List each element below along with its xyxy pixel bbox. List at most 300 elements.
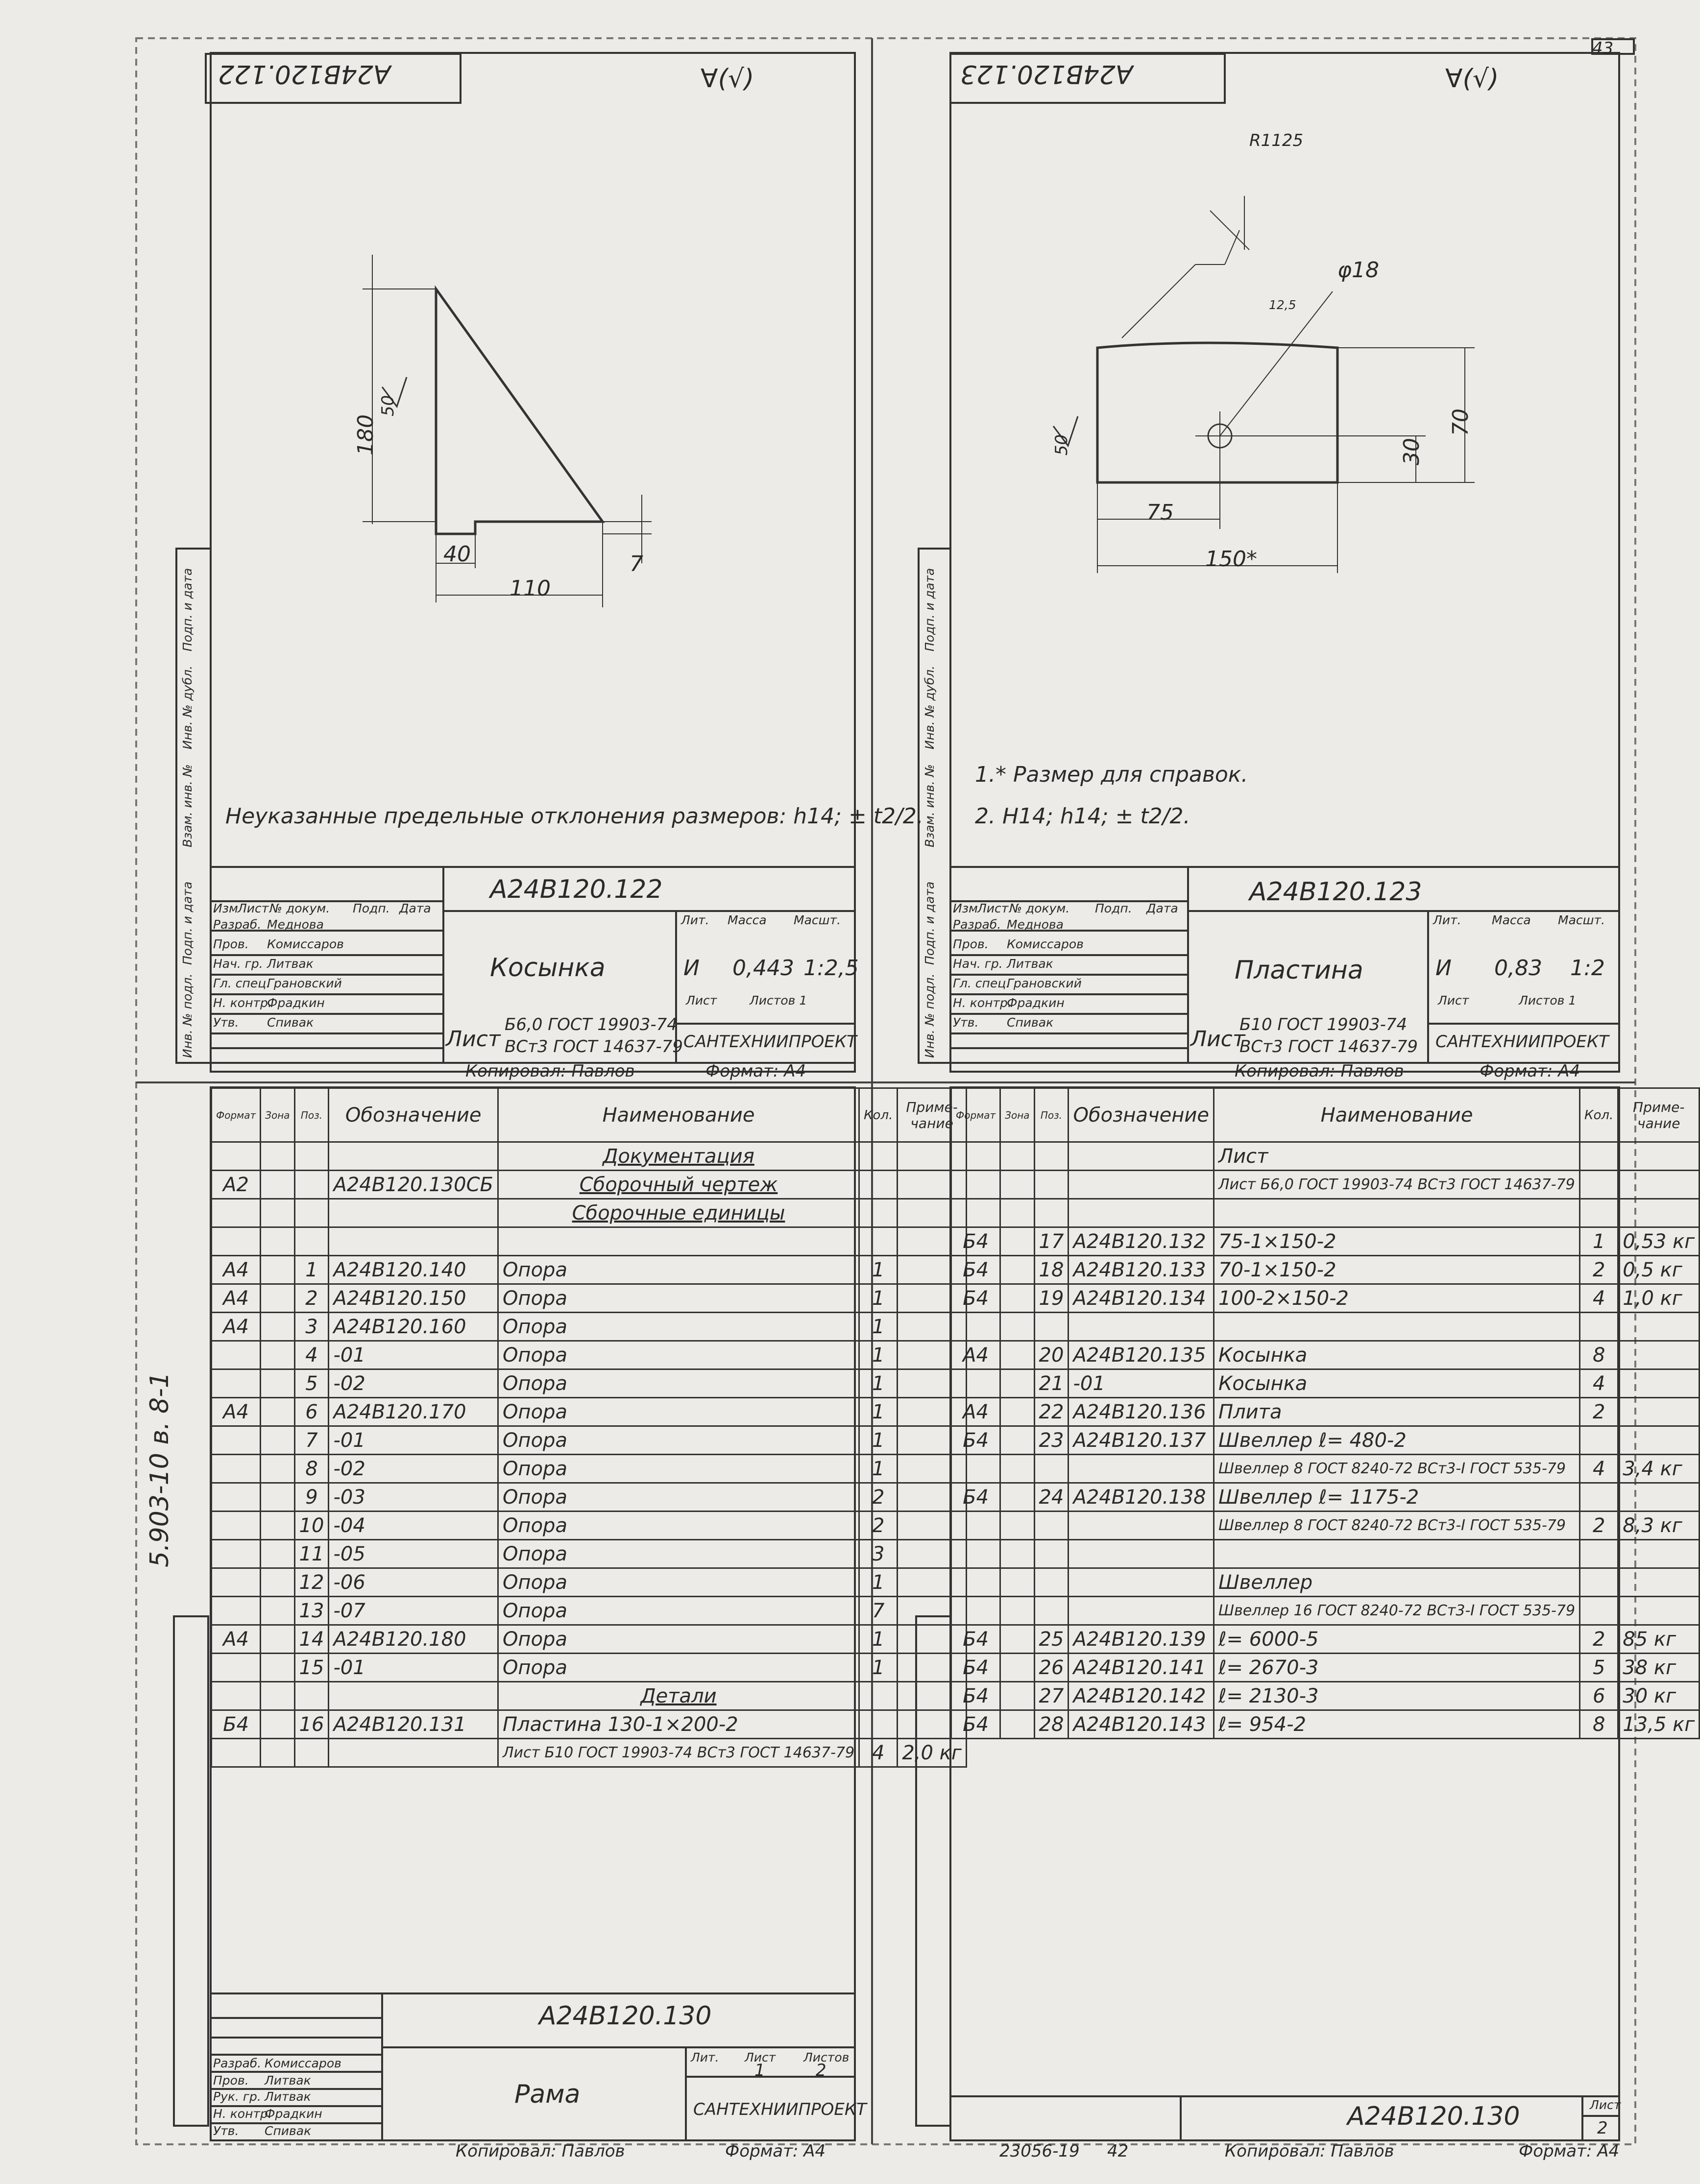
dim-40: 40	[443, 542, 471, 567]
tl-hdr-scale: Масшт.	[794, 913, 841, 927]
spec-cell-name: Опора	[498, 1398, 859, 1426]
spec-cell-zone	[1000, 1142, 1034, 1171]
top-right-material-1: Б10 ГОСТ 19903-74	[1239, 1015, 1408, 1034]
spec-cell-designation	[1069, 1540, 1214, 1568]
spec-row	[951, 1227, 1700, 1256]
tl-role-2: Нач. гр.	[213, 957, 263, 971]
spec-cell-name: Косынка	[1214, 1341, 1580, 1369]
spec-cell-pos: 3	[294, 1313, 329, 1341]
spec-row	[212, 1455, 967, 1483]
top-right-note-1: 1.* Размер для справок.	[975, 762, 1248, 787]
tr-name-1: Комиссаров	[1007, 937, 1084, 951]
spec-cell-qty: 1	[859, 1341, 898, 1369]
spec-cell-name	[1214, 1199, 1580, 1227]
spec-row	[951, 1171, 1700, 1199]
spec-cell-designation: А24В120.136	[1069, 1398, 1214, 1426]
spec-cell-designation: -03	[329, 1483, 498, 1512]
spec-cell-format	[951, 1313, 1000, 1341]
spec-cell-pos: 27	[1034, 1682, 1069, 1710]
tl-hdr-lit: Лит.	[681, 913, 709, 927]
spec-cell-pos	[294, 1142, 329, 1171]
spec-right-h-format: Формат	[951, 1088, 1000, 1142]
spec-cell-designation: А24В120.131	[329, 1710, 498, 1739]
spec-cell-designation	[1069, 1199, 1214, 1227]
spec-cell-designation: А24В120.142	[1069, 1682, 1214, 1710]
tl-name-1: Комиссаров	[267, 937, 344, 951]
spec-cell-qty	[859, 1710, 898, 1739]
spec-cell-zone	[261, 1142, 294, 1171]
spec-cell-pos: 24	[1034, 1483, 1069, 1512]
spec-cell-zone	[261, 1540, 294, 1568]
spec-cell-pos: 10	[294, 1512, 329, 1540]
spec-row	[212, 1597, 967, 1625]
spec-cell-designation: А24В120.140	[329, 1256, 498, 1284]
tl-side-2: Взам. инв. №	[180, 764, 194, 847]
spec-cell-name: Опора	[498, 1654, 859, 1682]
spec-cell-name: Опора	[498, 1512, 859, 1540]
spec-cell-zone	[261, 1455, 294, 1483]
spec-cell-note: 38 кг	[1618, 1654, 1700, 1682]
spec-cell-qty	[859, 1171, 898, 1199]
spec-right-format: Формат: А4	[1519, 2141, 1620, 2161]
spec-cell-format	[212, 1455, 261, 1483]
spec-cell-name: ℓ= 2670-3	[1214, 1654, 1580, 1682]
tl-name-4: Фрадкин	[267, 996, 325, 1010]
spec-left-h-pos: Поз.	[294, 1088, 329, 1142]
spec-cell-pos	[1034, 1512, 1069, 1540]
spec-cell-designation: А24В120.170	[329, 1398, 498, 1426]
spec-row	[951, 1199, 1700, 1227]
top-left-sheets-lbl: Листов 1	[750, 993, 807, 1008]
page-corner-number: 43	[1592, 39, 1614, 58]
spec-cell-note: 3,4 кг	[1618, 1455, 1700, 1483]
page-number: 42	[1107, 2141, 1129, 2161]
spec-cell-designation: А24В120.134	[1069, 1284, 1214, 1313]
spec-cell-designation: А24В120.130СБ	[329, 1171, 498, 1199]
spec-cell-zone	[261, 1313, 294, 1341]
top-right-roughness: ∀(√)	[1445, 64, 1499, 94]
spec-cell-name: Документация	[498, 1142, 859, 1171]
spec-row	[212, 1426, 967, 1455]
spec-cell-format	[212, 1540, 261, 1568]
spec-cell-pos: 11	[294, 1540, 329, 1568]
spec-cell-qty: 2	[1580, 1398, 1618, 1426]
roughness-50-left: 50	[378, 395, 398, 416]
tl-role-1: Пров.	[213, 937, 249, 951]
sl-role-2: Рук. гр.	[213, 2089, 261, 2104]
spec-cell-qty	[1580, 1540, 1618, 1568]
sl-role-0: Разраб.	[213, 2056, 262, 2070]
spec-cell-format	[212, 1199, 261, 1227]
spec-cell-pos	[1034, 1142, 1069, 1171]
spec-cell-name: 70-1×150-2	[1214, 1256, 1580, 1284]
spec-row	[212, 1710, 967, 1739]
spec-cell-qty: 1	[859, 1455, 898, 1483]
spec-cell-format: Б4	[951, 1227, 1000, 1256]
spec-cell-qty: 1	[859, 1426, 898, 1455]
spec-cell-note: 8,3 кг	[1618, 1512, 1700, 1540]
spec-cell-qty	[1580, 1426, 1618, 1455]
dim-phi18: φ18	[1337, 258, 1380, 283]
spec-left-h-qty: Кол.	[859, 1088, 898, 1142]
spec-cell-designation	[329, 1227, 498, 1256]
top-left-roughness: ∀(√)	[701, 64, 754, 94]
spec-cell-name: ℓ= 6000-5	[1214, 1625, 1580, 1654]
spec-row	[212, 1512, 967, 1540]
spec-cell-qty	[1580, 1171, 1618, 1199]
tl-side-3: Инв. № дубл.	[180, 665, 194, 749]
spec-cell-format	[212, 1227, 261, 1256]
dim-70: 70	[1448, 408, 1473, 436]
spec-cell-designation: А24В120.150	[329, 1284, 498, 1313]
spec-cell-name: Пластина 130-1×200-2	[498, 1710, 859, 1739]
spec-cell-name: Лист Б6,0 ГОСТ 19903-74 ВСт3 ГОСТ 14637-79	[1214, 1171, 1580, 1199]
spec-cell-zone	[261, 1654, 294, 1682]
spec-cell-format: А4	[951, 1398, 1000, 1426]
spec-cell-pos	[1034, 1568, 1069, 1597]
spec-cell-name: Опора	[498, 1256, 859, 1284]
spec-cell-name: Швеллер 8 ГОСТ 8240-72 ВСт3-I ГОСТ 535-79	[1214, 1455, 1580, 1483]
spec-cell-qty	[1580, 1597, 1618, 1625]
spec-cell-qty: 8	[1580, 1710, 1618, 1739]
tl-side-0: Инв. № подл.	[180, 973, 194, 1058]
tr-side-3: Инв. № дубл.	[923, 665, 937, 749]
spec-cell-qty	[859, 1682, 898, 1710]
spec-cell-name: 100-2×150-2	[1214, 1284, 1580, 1313]
spec-cell-designation	[1069, 1597, 1214, 1625]
spec-left-h-zone: Зона	[261, 1088, 294, 1142]
spec-cell-note	[1618, 1483, 1700, 1512]
spec-cell-zone	[1000, 1426, 1034, 1455]
spec-row	[212, 1369, 967, 1398]
spec-cell-designation: -01	[329, 1426, 498, 1455]
spec-row	[951, 1512, 1700, 1540]
spec-cell-pos	[1034, 1199, 1069, 1227]
spec-cell-qty: 4	[1580, 1455, 1618, 1483]
spec-row	[951, 1540, 1700, 1568]
spec-cell-designation: А24В120.139	[1069, 1625, 1214, 1654]
spec-cell-zone	[261, 1227, 294, 1256]
spec-cell-name: Опора	[498, 1568, 859, 1597]
sl-name-2: Литвак	[265, 2089, 311, 2104]
spec-cell-note	[1618, 1142, 1700, 1171]
spec-row	[212, 1313, 967, 1341]
spec-cell-designation: -02	[329, 1455, 498, 1483]
spec-cell-qty: 1	[859, 1256, 898, 1284]
spec-cell-designation: А24В120.180	[329, 1625, 498, 1654]
tr-hdr-list: Лист	[977, 901, 1009, 915]
spec-cell-zone	[1000, 1625, 1034, 1654]
top-right-org: САНТЕХНИИПРОЕКТ	[1435, 1032, 1609, 1052]
spec-row	[951, 1710, 1700, 1739]
spec-cell-pos: 25	[1034, 1625, 1069, 1654]
top-left-material-2: ВСт3 ГОСТ 14637-79	[505, 1037, 683, 1056]
spec-cell-note	[1618, 1369, 1700, 1398]
top-right-lit: И	[1435, 956, 1452, 981]
spec-cell-zone	[261, 1625, 294, 1654]
spec-row	[212, 1341, 967, 1369]
spec-cell-zone	[1000, 1256, 1034, 1284]
spec-cell-note	[1618, 1341, 1700, 1369]
spec-row	[951, 1142, 1700, 1171]
spec-cell-pos	[1034, 1313, 1069, 1341]
spec-cell-name: Швеллер 8 ГОСТ 8240-72 ВСт3-I ГОСТ 535-79	[1214, 1512, 1580, 1540]
spec-cell-qty: 1	[859, 1398, 898, 1426]
top-left-name: Косынка	[490, 953, 606, 983]
spec-cell-format	[212, 1739, 261, 1767]
spec-cell-pos: 22	[1034, 1398, 1069, 1426]
spec-cell-designation: А24В120.143	[1069, 1710, 1214, 1739]
spec-cell-format	[951, 1369, 1000, 1398]
spec-left-h-note: Приме-чание	[898, 1088, 967, 1142]
spec-cell-zone	[1000, 1710, 1034, 1739]
spec-cell-qty: 6	[1580, 1682, 1618, 1710]
spec-row	[951, 1426, 1700, 1455]
spec-cell-pos: 16	[294, 1710, 329, 1739]
spec-left-sheets-lbl: Листов	[803, 2050, 850, 2064]
spec-cell-qty	[859, 1142, 898, 1171]
spec-cell-format	[951, 1540, 1000, 1568]
spec-cell-pos: 26	[1034, 1654, 1069, 1682]
spec-cell-qty: 1	[859, 1284, 898, 1313]
spec-cell-zone	[261, 1426, 294, 1455]
top-left-org: САНТЕХНИИПРОЕКТ	[683, 1032, 857, 1052]
spec-cell-qty: 8	[1580, 1341, 1618, 1369]
spec-cell-designation: А24В120.160	[329, 1313, 498, 1341]
tr-side-2: Взам. инв. №	[923, 764, 937, 847]
spec-cell-format: Б4	[212, 1710, 261, 1739]
spec-right-h-qty: Кол.	[1580, 1088, 1618, 1142]
spec-cell-name: Опора	[498, 1540, 859, 1568]
spec-cell-pos: 7	[294, 1426, 329, 1455]
tr-hdr-ndoc: № докум.	[1009, 901, 1070, 915]
spec-cell-note	[1618, 1426, 1700, 1455]
dim-12-5: 12,5	[1269, 298, 1296, 312]
top-right-sheets-lbl: Листов 1	[1519, 993, 1577, 1008]
spec-cell-format: А2	[212, 1171, 261, 1199]
spec-row	[212, 1739, 967, 1767]
spec-cell-note: 0,5 кг	[1618, 1256, 1700, 1284]
tl-side-4: Подп. и дата	[180, 568, 194, 651]
spec-cell-note: 0,53 кг	[1618, 1227, 1700, 1256]
spec-cell-qty: 4	[1580, 1284, 1618, 1313]
spec-cell-name: Опора	[498, 1426, 859, 1455]
spec-cell-name: Плита	[1214, 1398, 1580, 1426]
spec-cell-format: Б4	[951, 1483, 1000, 1512]
spec-cell-zone	[261, 1171, 294, 1199]
tl-name-0: Меднова	[267, 917, 324, 932]
spec-cell-designation: А24В120.137	[1069, 1426, 1214, 1455]
dim-150: 150*	[1205, 547, 1257, 572]
spec-cell-format: Б4	[951, 1426, 1000, 1455]
spec-cell-qty: 4	[859, 1739, 898, 1767]
spec-row	[212, 1483, 967, 1512]
spec-cell-qty	[1580, 1568, 1618, 1597]
spec-cell-note: 13,5 кг	[1618, 1710, 1700, 1739]
spec-cell-pos	[294, 1739, 329, 1767]
spec-row	[212, 1171, 967, 1199]
spec-cell-name: Опора	[498, 1455, 859, 1483]
spec-cell-qty	[1580, 1142, 1618, 1171]
spec-cell-name: Лист	[1214, 1142, 1580, 1171]
roughness-50-right: 50	[1052, 434, 1071, 456]
tr-hdr-lit: Лит.	[1433, 913, 1461, 927]
spec-row	[951, 1568, 1700, 1597]
spec-row	[951, 1313, 1700, 1341]
dim-30: 30	[1399, 438, 1424, 465]
tl-hdr-data: Дата	[399, 901, 431, 915]
spec-cell-format	[212, 1654, 261, 1682]
spec-cell-zone	[261, 1341, 294, 1369]
spec-cell-designation: А24В120.132	[1069, 1227, 1214, 1256]
spec-cell-zone	[261, 1710, 294, 1739]
tr-hdr-izm: Изм	[953, 901, 978, 915]
spec-right-copied: Копировал: Павлов	[1225, 2141, 1394, 2161]
top-right-note-2: 2. Н14; h14; ± t2/2.	[975, 804, 1190, 829]
top-left-mass: 0,443	[732, 956, 794, 981]
tr-side-4: Подп. и дата	[923, 568, 937, 651]
spec-cell-note: 30 кг	[1618, 1682, 1700, 1710]
spec-cell-pos	[294, 1199, 329, 1227]
spec-cell-pos: 23	[1034, 1426, 1069, 1455]
spec-cell-qty: 2	[1580, 1256, 1618, 1284]
top-left-code-flipped: А24В120.122	[218, 59, 391, 89]
spec-cell-designation	[1069, 1512, 1214, 1540]
spec-cell-format	[212, 1426, 261, 1455]
spec-row	[951, 1625, 1700, 1654]
spec-cell-zone	[1000, 1568, 1034, 1597]
spec-cell-format: А4	[212, 1313, 261, 1341]
dim-r1125: R1125	[1249, 131, 1304, 150]
sl-name-1: Литвак	[265, 2073, 311, 2088]
spec-left-copied: Копировал: Павлов	[456, 2141, 625, 2161]
spec-cell-zone	[1000, 1455, 1034, 1483]
spec-cell-name	[1214, 1540, 1580, 1568]
spec-cell-pos	[1034, 1597, 1069, 1625]
top-right-name: Пластина	[1235, 956, 1363, 985]
top-left-scale: 1:2,5	[803, 956, 859, 981]
spec-cell-designation	[329, 1199, 498, 1227]
spec-cell-format: А4	[212, 1256, 261, 1284]
spec-right-h-name: Наименование	[1214, 1088, 1580, 1142]
top-right-mass: 0,83	[1494, 956, 1542, 981]
spec-cell-format: А4	[212, 1398, 261, 1426]
tl-name-5: Спивак	[267, 1015, 314, 1030]
top-left-material-prefix: Лист	[446, 1027, 501, 1052]
spec-row	[212, 1142, 967, 1171]
spec-row	[951, 1256, 1700, 1284]
spec-row	[951, 1369, 1700, 1398]
order-number: 23056-19	[999, 2141, 1080, 2161]
top-left-note: Неуказанные предельные отклонения размеров: h14; ± t2/2.	[225, 804, 923, 829]
tr-name-3: Грановский	[1007, 976, 1082, 990]
spec-cell-note	[1618, 1313, 1700, 1341]
spec-row	[212, 1256, 967, 1284]
sl-role-4: Утв.	[213, 2124, 239, 2138]
spec-row	[212, 1625, 967, 1654]
sl-name-0: Комиссаров	[265, 2056, 341, 2070]
spec-cell-format	[212, 1512, 261, 1540]
spec-cell-format: Б4	[951, 1682, 1000, 1710]
spec-cell-pos: 20	[1034, 1341, 1069, 1369]
tr-name-2: Литвак	[1007, 957, 1053, 971]
spec-cell-qty: 5	[1580, 1654, 1618, 1682]
top-right-code-flipped: А24В120.123	[960, 59, 1133, 89]
spec-cell-zone	[1000, 1284, 1034, 1313]
tr-role-1: Пров.	[953, 937, 989, 951]
spec-cell-format: А4	[212, 1284, 261, 1313]
tl-hdr-ndoc: № докум.	[269, 901, 330, 915]
spec-cell-name: Опора	[498, 1313, 859, 1341]
spec-left-designation: А24В120.130	[539, 2001, 712, 2031]
spec-row	[951, 1597, 1700, 1625]
spec-cell-qty: 1	[859, 1654, 898, 1682]
spec-cell-qty	[1580, 1313, 1618, 1341]
tl-name-2: Литвак	[267, 957, 314, 971]
spec-cell-zone	[261, 1369, 294, 1398]
spec-right-h-desig: Обозначение	[1069, 1088, 1214, 1142]
spec-row	[212, 1398, 967, 1426]
spec-cell-designation: -06	[329, 1568, 498, 1597]
spec-cell-pos	[294, 1682, 329, 1710]
spec-left-org: САНТЕХНИИПРОЕКТ	[693, 2100, 867, 2119]
spec-cell-name: Швеллер ℓ= 480-2	[1214, 1426, 1580, 1455]
spec-cell-format: Б4	[951, 1256, 1000, 1284]
spec-cell-note	[1618, 1199, 1700, 1227]
spec-cell-note	[1618, 1568, 1700, 1597]
spec-cell-note	[1618, 1398, 1700, 1426]
spec-cell-designation: А24В120.133	[1069, 1256, 1214, 1284]
spec-cell-zone	[1000, 1313, 1034, 1341]
spec-cell-pos	[1034, 1455, 1069, 1483]
spec-cell-pos	[294, 1171, 329, 1199]
spec-cell-pos: 15	[294, 1654, 329, 1682]
spec-cell-pos: 14	[294, 1625, 329, 1654]
spec-cell-qty: 1	[859, 1369, 898, 1398]
spec-cell-designation: -04	[329, 1512, 498, 1540]
spec-cell-zone	[261, 1568, 294, 1597]
spec-cell-designation	[1069, 1568, 1214, 1597]
spec-right-h-zone: Зона	[1000, 1088, 1034, 1142]
spec-row	[951, 1483, 1700, 1512]
spec-cell-zone	[261, 1512, 294, 1540]
spec-cell-zone	[1000, 1227, 1034, 1256]
spec-cell-format	[951, 1597, 1000, 1625]
sl-name-4: Спивак	[265, 2124, 312, 2138]
top-left-designation: А24В120.122	[490, 875, 663, 904]
spec-cell-note	[1618, 1540, 1700, 1568]
spec-cell-zone	[261, 1284, 294, 1313]
spec-cell-name: 75-1×150-2	[1214, 1227, 1580, 1256]
spec-left-name: Рама	[514, 2080, 581, 2109]
spec-cell-qty: 2	[1580, 1625, 1618, 1654]
spec-cell-format	[212, 1682, 261, 1710]
tl-side-1: Подп. и дата	[180, 881, 194, 965]
spec-right-h-pos: Поз.	[1034, 1088, 1069, 1142]
spec-cell-name	[1214, 1313, 1580, 1341]
spec-cell-pos	[1034, 1540, 1069, 1568]
top-left-copied: Копировал: Павлов	[465, 1061, 635, 1081]
tl-role-0: Разраб.	[213, 917, 262, 932]
spec-cell-zone	[261, 1256, 294, 1284]
spec-cell-name: Опора	[498, 1483, 859, 1512]
spec-cell-designation: А24В120.138	[1069, 1483, 1214, 1512]
tr-hdr-data: Дата	[1146, 901, 1178, 915]
spec-cell-designation: -01	[1069, 1369, 1214, 1398]
tr-hdr-scale: Масшт.	[1558, 913, 1605, 927]
spec-left-sheet: 1	[754, 2061, 765, 2080]
spec-cell-qty: 4	[1580, 1369, 1618, 1398]
